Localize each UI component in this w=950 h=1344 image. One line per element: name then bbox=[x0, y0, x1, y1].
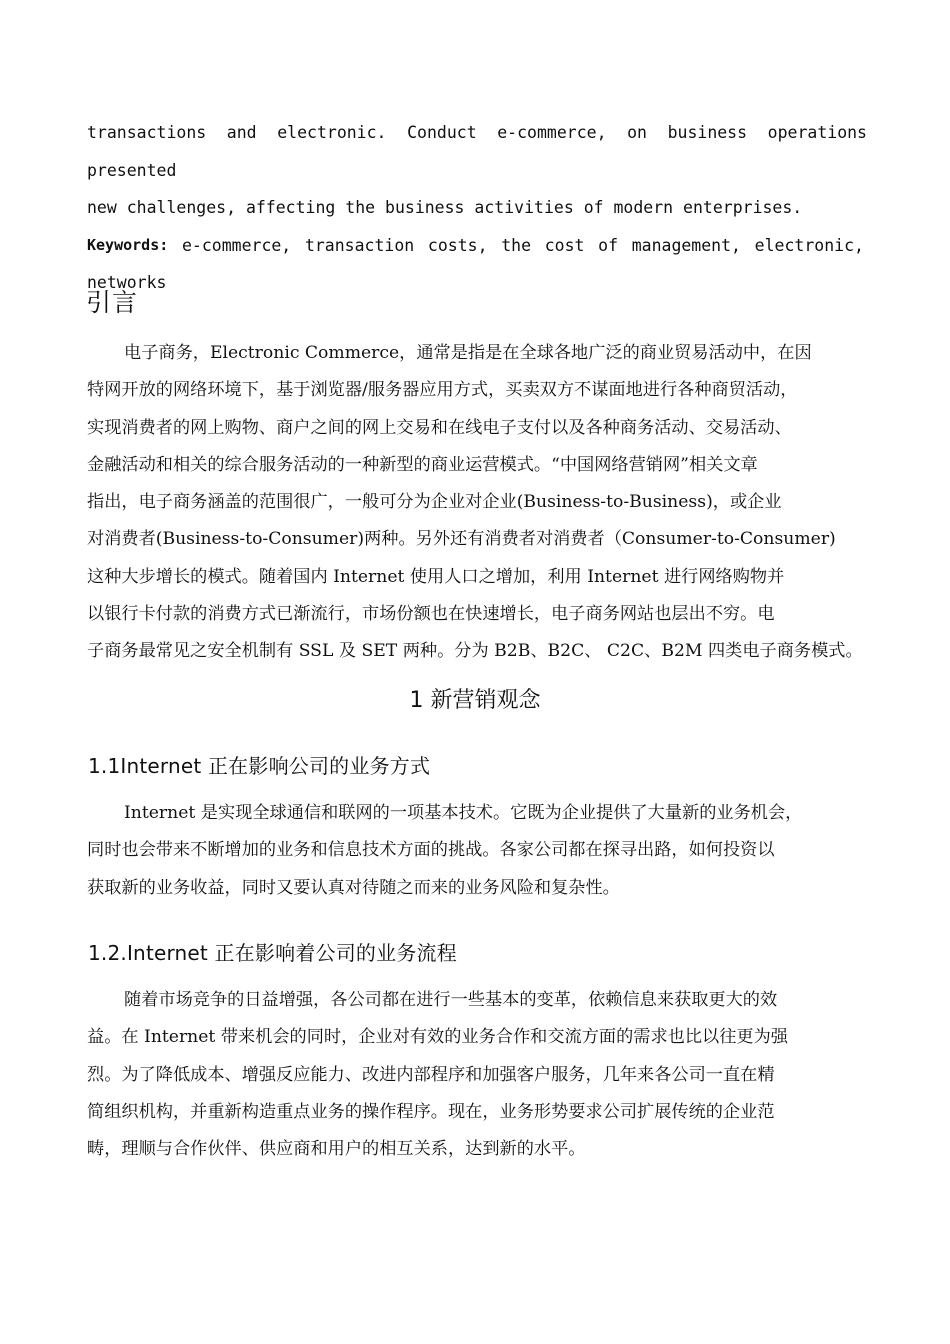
keywords-label: Keywords: bbox=[87, 235, 169, 254]
paragraph-line: 获取新的业务收益，同时又要认真对待随之而来的业务风险和复杂性。 bbox=[87, 877, 620, 898]
paragraph-line: 实现消费者的网上购物、商户之间的网上交易和在线电子支付以及各种商务活动、交易活动、 bbox=[87, 417, 792, 438]
keyword-word: electronic, bbox=[754, 235, 864, 255]
keyword-word: the bbox=[501, 235, 532, 255]
abstract-line: transactions and electronic. Conduct e-commerce, on business operations presented bbox=[87, 123, 867, 180]
paragraph-line: 益。在 Internet 带来机会的同时，企业对有效的业务合作和交流方面的需求也比以往更为强 bbox=[87, 1027, 788, 1048]
abstract-line: new challenges, affecting the business activities of modern enterprises. bbox=[87, 198, 803, 217]
subsection-heading: 1.1Internet 正在影响公司的业务方式 bbox=[88, 754, 431, 778]
keyword-word: of bbox=[598, 235, 619, 255]
abstract-text bbox=[87, 114, 867, 302]
intro-paragraph bbox=[87, 335, 863, 671]
subsection-paragraph bbox=[87, 982, 863, 1168]
keyword-word: cost bbox=[544, 235, 585, 255]
paragraph-line: 简组织机构，并重新构造重点业务的操作程序。现在，业务形势要求公司扩展传统的企业范 bbox=[87, 1101, 775, 1122]
paragraph-line: 电子商务，Electronic Commerce，通常是指是在全球各地广泛的商业贸易活动中，在因 bbox=[124, 343, 812, 363]
keywords-continuation: networks bbox=[87, 273, 167, 292]
paragraph-line: 金融活动和相关的综合服务活动的一种新型的商业运营模式。“中国网络营销网”相关文章 bbox=[87, 454, 758, 475]
paragraph-line: 以银行卡付款的消费方式已渐流行，市场份额也在快速增长，电子商务网站也层出不穷。电 bbox=[87, 604, 775, 625]
keyword-word: costs, bbox=[427, 235, 488, 255]
section-heading: 1 新营销观念 bbox=[409, 688, 541, 713]
intro-heading: 引言 bbox=[86, 288, 139, 317]
paragraph-line: 特网开放的网络环境下，基于浏览器/服务器应用方式，买卖双方不谋面地进行各种商贸活动， bbox=[87, 380, 798, 401]
paragraph-line: 随着市场竞争的日益增强，各公司都在进行一些基本的变革，依赖信息来获取更大的效 bbox=[124, 990, 778, 1010]
paragraph-line: 畴，理顺与合作伙伴、供应商和用户的相互关系，达到新的水平。 bbox=[87, 1139, 586, 1160]
paragraph-line: 烈。为了降低成本、增强反应能力、改进内部程序和加强客户服务，几年来各公司一直在精 bbox=[87, 1064, 775, 1085]
subsection-paragraph bbox=[87, 795, 863, 907]
paragraph-line: 这种大步增长的模式。随着国内 Internet 使用人口之增加，利用 Internet 进行网络购物并 bbox=[87, 566, 785, 587]
paragraph-line: 对消费者(Business-to-Consumer)两种。另外还有消费者对消费者（Consumer-to-Consumer) bbox=[87, 529, 836, 550]
paragraph-line: 子商务最常见之安全机制有 SSL 及 SET 两种。分为 B2B、B2C、 C2C、B2M 四类电子商务模式。 bbox=[87, 641, 863, 662]
keyword-word: management, bbox=[631, 235, 741, 255]
keyword-word: transaction bbox=[304, 235, 415, 255]
keyword-word: e-commerce, bbox=[181, 235, 292, 255]
paragraph-line: 同时也会带来不断增加的业务和信息技术方面的挑战。各家公司都在探寻出路，如何投资以 bbox=[87, 840, 775, 861]
paragraph-line: Internet 是实现全球通信和联网的一项基本技术。它既为企业提供了大量新的业务机会， bbox=[124, 803, 803, 823]
keywords-line bbox=[87, 227, 864, 265]
paragraph-line: 指出，电子商务涵盖的范围很广，一般可分为企业对企业(Business-to-Business)，或企业 bbox=[87, 492, 782, 513]
subsection-heading: 1.2.Internet 正在影响着公司的业务流程 bbox=[88, 941, 457, 965]
